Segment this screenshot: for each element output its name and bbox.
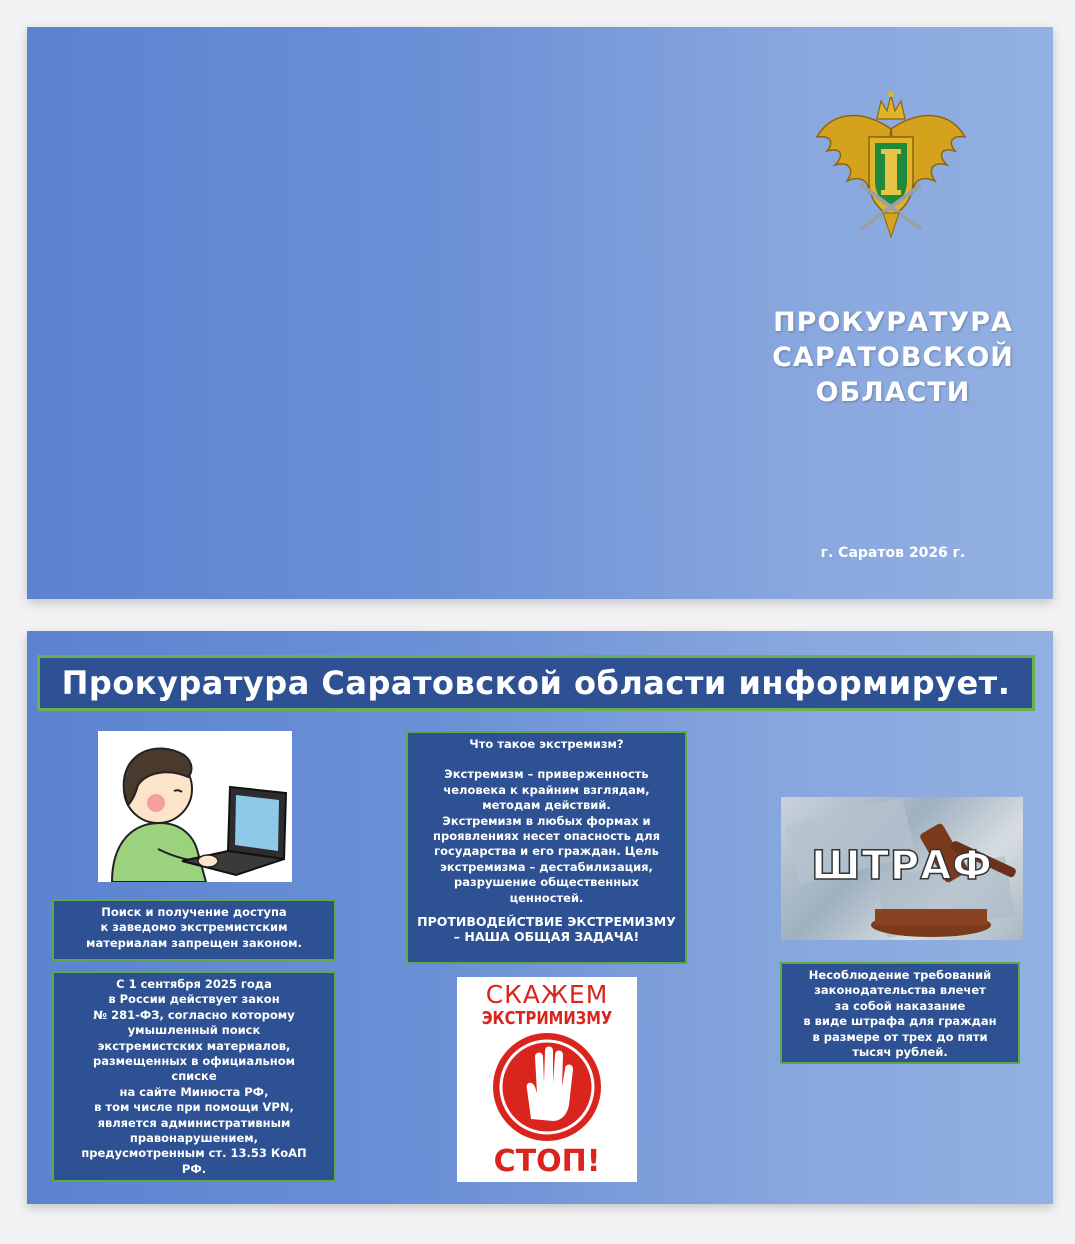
- fine-image-text: ШТРАФ: [811, 843, 993, 889]
- extremism-body: Экстремизм в любых формах и проявлениях несет опасность для государства и его граждан. Цель экстремизма – дестабилизация, разрушение общественных ценностей.: [433, 813, 660, 905]
- extremism-slogan: ПРОТИВОДЕЙСТВИЕ ЭКСТРЕМИЗМУ – НАША ОБЩАЯ ЗАДАЧА!: [417, 914, 676, 945]
- stop-extremism-poster: [457, 977, 637, 1182]
- banner-title: Прокуратура Саратовской области информирует.: [61, 664, 1011, 702]
- fine-info-box: Несоблюдение требований законодательства влечет за собой наказание в виде штрафа для граждан в размере от трех до пяти тысяч рублей.: [780, 962, 1020, 1064]
- extremism-definition-text: – приверженность человека к крайним взглядам, методам действий.: [443, 767, 650, 813]
- fine-image: [781, 797, 1023, 940]
- search-ban-box: Поиск и получение доступа к заведомо экстремистским материалам запрещен законом.: [52, 899, 336, 961]
- info-banner: [37, 655, 1035, 711]
- stop-poster-line2: ЭКСТРИМИЗМУ: [481, 1008, 613, 1029]
- extremism-question: Что такое экстремизм?: [469, 737, 624, 751]
- extremism-definition-box: [406, 731, 687, 964]
- law-info-box: С 1 сентября 2025 года в России действует закон № 281-ФЗ, согласно которому умышленный поиск экстремистских материалов, размещенных в официальном списке на сайте Минюста РФ, в том числе при помощи VPN, является административным правонарушением, предусмотренным ст. 13.53 КоАП РФ.: [52, 971, 336, 1182]
- prosecutor-emblem-icon: [813, 89, 969, 239]
- child-laptop-icon: [98, 731, 292, 882]
- title-slide: [27, 27, 1053, 599]
- extremism-definition: [416, 767, 677, 813]
- city-year: г. Саратов 2026 г.: [820, 545, 966, 561]
- stop-hand-icon: [487, 1031, 607, 1143]
- organization-title: ПРОКУРАТУРА САРАТОВСКОЙ ОБЛАСТИ: [772, 307, 1014, 408]
- extremism-term: Экстремизм: [444, 767, 524, 782]
- stop-poster-line1: СКАЖЕМ: [485, 980, 609, 1009]
- info-slide: [27, 631, 1053, 1204]
- stop-poster-line3: СТОП!: [493, 1144, 601, 1179]
- child-laptop-image: [98, 731, 292, 882]
